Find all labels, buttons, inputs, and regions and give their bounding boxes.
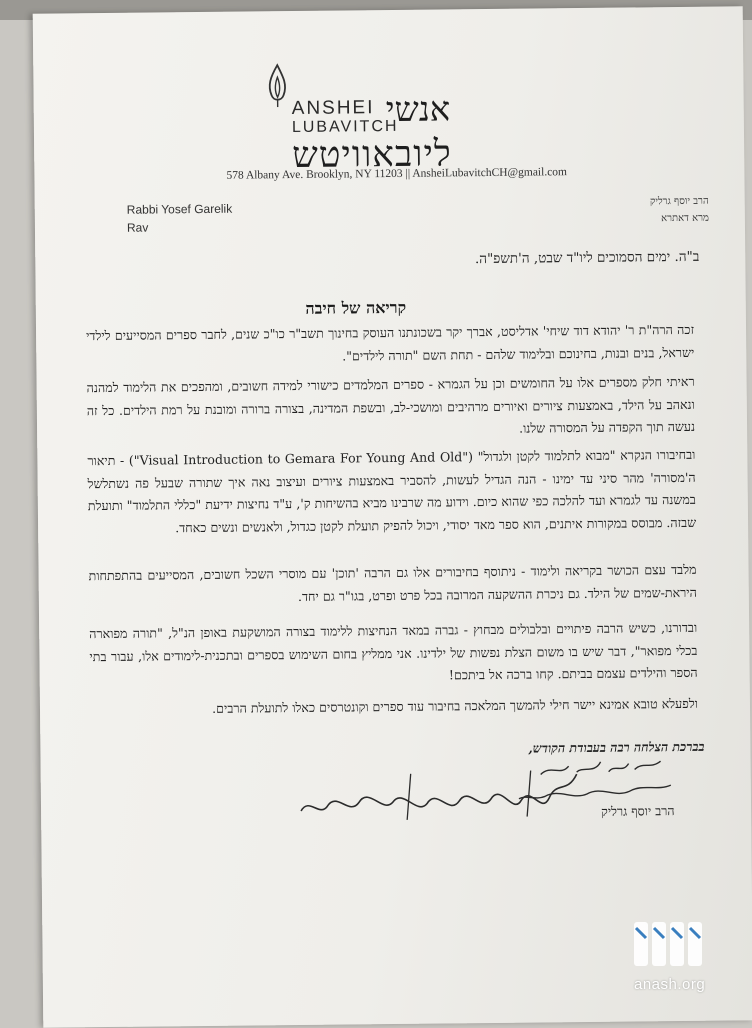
letter-date: ב"ה. ימים הסמוכים ליו"ד שבט, ה'תשפ"ה. — [475, 249, 699, 267]
handwritten-signature-large — [291, 764, 592, 827]
paragraph-1: זכה הרה"ת ר' יהודא דוד שיחי' אדליסט, אברך יקר בשכונתנו העוסק בחינוך תשב"ר כו"כ שנים, לחבר ספרים המסייעים לילדי ישראל, בנים ובנות, בחינוכם ובלימוד שלהם - תחת השם "תורה לילדים". — [86, 319, 694, 370]
rabbi-english-block — [127, 200, 233, 237]
flame-logo-icon — [265, 63, 289, 107]
closing-line: בברכת הצלחה רבה בעבודת הקודש, — [528, 739, 704, 757]
logo-english-line1: ANSHEI — [292, 98, 399, 119]
watermark-text: anash.org — [634, 976, 705, 993]
letterhead-address: 578 Albany Ave. Brooklyn, NY 11203 || AnsheiLubavitchCH@gmail.com — [226, 166, 567, 182]
paragraph-3: ובחיבורו הנקרא "מבוא לתלמוד לקטן ולגדול" ("Visual Introduction to Gemara For Young And Old") - תיאור ה'מסורה' מהר סיני עד ימינו - הנה הגדיל לעשות, להסביר באמצעות ציורים ועיצוב נאה איך שתורה שבעל פה נשתלשל במשנה עד לגמרא ועד להלכה כפי שהוא כיום. וידוע מה שרבינו מביא בהשיחות ק', ע"ד נחיצות ידיעת "כללי התלמוד" ותועלת שבזה. מבוסס במקורות איתנים, הוא ספר מאד יסודי, ויכול להפיק תועלת לקטן כגדול, ולאנשים ונשים כאחד. — [87, 444, 696, 540]
paragraph-6: ולפעלא טובא אמינא יישר חילי להמשך המלאכה בחיבור עוד ספרים וקונטרסים כאלו לתועלת הרבים. — [90, 693, 698, 722]
rabbi-title-he: מרא דאתרא — [650, 210, 709, 228]
rabbi-hebrew-block — [650, 193, 709, 228]
paragraph-2: ראיתי חלק מספרים אלו על החומשים וכן על הגמרא - ספרים המלמדים כישורי למידה חשובים, ומהפכים את הלימוד למהנה ונאהב על הילד, באמצעות ציורים ואיורים מרהיבים ומושכי-לב, ובשפת המדינה, בצורה ברורה ומובנת על רמת הילדים. כל זה נעשה תוך הקפדה על המסורה שלנו. — [87, 371, 696, 445]
rabbi-title-en: Rav — [127, 218, 233, 237]
signer-name: הרב יוסף גרליק — [601, 803, 675, 820]
logo-english-line2: LUBAVITCH — [292, 118, 399, 137]
logo-english — [292, 98, 399, 137]
logo-hebrew-line1: אנשי — [386, 91, 451, 128]
letter-paper — [33, 6, 752, 1027]
paragraph-4: מלבד עצם הכושר בקריאה ולימוד - ניתוסף בחיבורים אלו גם הרבה 'תוכן' עם מוסרי השכל חשובים, המסייעים בהתפתחות היראת-שמים של הילד. גם ניכרת ההשקעה המרובה בכל פרט ופרט, בגו"ר גם יחד. — [88, 559, 696, 610]
paragraph-5: ובדורנו, כשיש הרבה פיתויים ובלבולים מבחוץ - גברה במאד הנחיצות ללימוד בצורה המושקעת באופן הנ"ל, "תורה מפוארה בכלי מפואר", דבר שיש בו משום הצלת נפשות של ילדינו. אני ממליץ בחום השימוש בספרים ובתכנית-לימודים אלו, עבור בתי הספר והילדים עצמם בביתם. קחו ברכה אל ביתכם! — [89, 617, 698, 691]
anash-logo-icon — [632, 918, 706, 970]
letter-title: קריאה של חיבה — [36, 295, 676, 322]
rabbi-name-en: Rabbi Yosef Garelik — [127, 200, 233, 219]
rabbi-name-he: הרב יוסף גרליק — [650, 193, 709, 211]
logo-hebrew-line2: ליובאוויטש — [292, 135, 452, 175]
